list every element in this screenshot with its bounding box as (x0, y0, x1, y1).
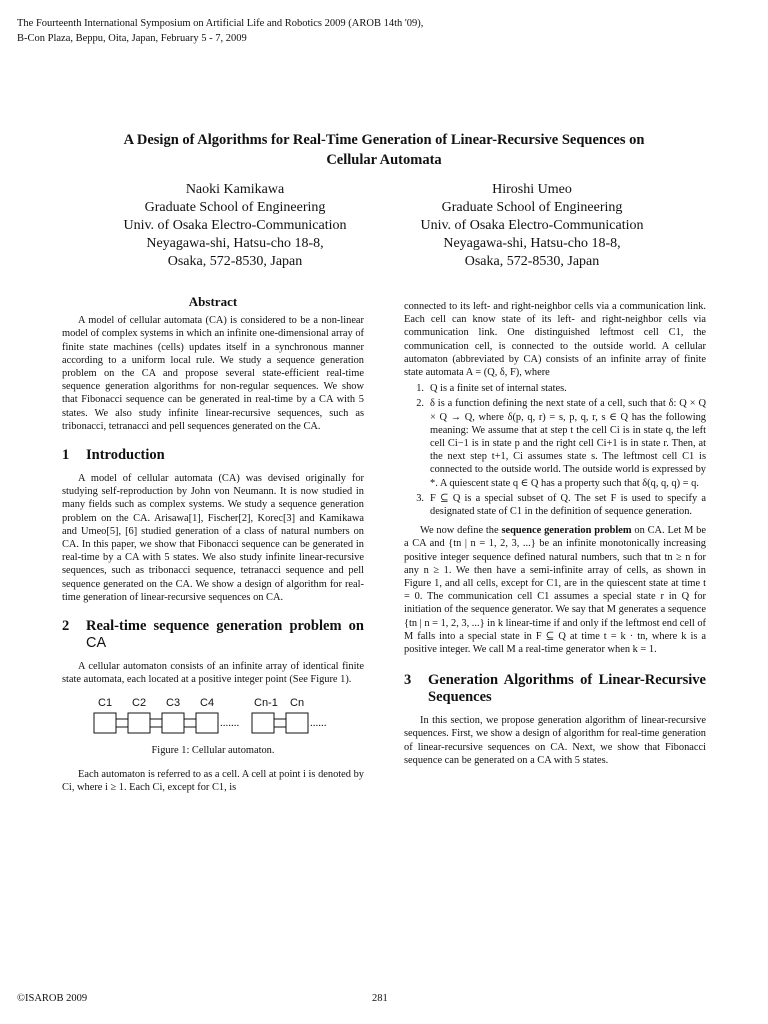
title-line-1: A Design of Algorithms for Real-Time Generation of Linear-Recursive Sequences on (123, 132, 645, 148)
cell-label: C1 (98, 697, 113, 710)
paper-title (0, 130, 768, 170)
cell-label: C2 (132, 697, 147, 710)
section-2-text-continued: Each automaton is referred to as a cell. A cell at point i is denoted by Ci, where i ≥ 1. Each Ci, except for C1, is (62, 768, 364, 793)
copyright: ©ISAROB 2009 (17, 993, 88, 1004)
figure-caption: Figure 1: Cellular automaton. (151, 745, 275, 757)
section-number: 1 (62, 447, 70, 464)
section-number: 3 (404, 672, 412, 689)
cell-box (196, 713, 218, 733)
author-name: Hiroshi Umeo (492, 182, 572, 197)
figure-1 (62, 694, 364, 757)
cell-label: C4 (200, 697, 215, 710)
cell-box (286, 713, 308, 733)
list-item-text: Q is a finite set of internal states. (430, 383, 567, 395)
cell-label: C3 (166, 697, 181, 710)
author-dept: Graduate School of Engineering (441, 200, 623, 215)
continuation-text: connected to its left- and right-neighbor cells via a communication link. Each cell can know state of its left- and right-neighbor cells via communication link. One distinguished leftmost cell C1, the communication cell, is connected to the outside world. A cellular automaton (abbreviated by CA) consists of an infinite array of finite state automata A = (Q, δ, F), where (404, 301, 706, 379)
section-title-tail: CA (86, 635, 107, 652)
ellipsis-dots: ....... (220, 717, 240, 730)
section-number: 2 (62, 618, 70, 635)
section-3-heading (404, 672, 706, 706)
author-block-1 (85, 181, 385, 271)
list-item-text: δ is a function defining the next state of a cell, such that δ: Q × Q × Q → Q, where δ(p, q, r) = s, p, q, r, s ∈ Q has the following meaning: We assume that at step t the cell Ci is in state q, the left cell Ci−1 is in state p and the right cell Ci+1 is in state r. Then, at the next step t+1, Ci assumes state s. The leftmost cell C1 is connected to the outside world. The outside world is expressed by *. A quiescent state q ∈ Q has a property such that δ(q, q, q) = q. (430, 398, 706, 489)
cell-box (252, 713, 274, 733)
section-title: Introduction (86, 447, 165, 464)
author-univ: Univ. of Osaka Electro-Communication (420, 218, 644, 233)
abstract-heading: Abstract (188, 294, 238, 309)
section-3-text: In this section, we propose generation algorithm of linear-recursive sequences. First, we show a design of algorithm for real-time generation of linear-recursive sequences on CA. Next, we show that Fibonacci sequence can be generated on a CA with 5 states. (404, 715, 706, 766)
author-address: Neyagawa-shi, Hatsu-cho 18-8, (146, 236, 324, 251)
list-item: 1. Q is a finite set of internal states. (404, 382, 706, 395)
cellular-automaton-diagram (62, 694, 364, 738)
author-address: Osaka, 572-8530, Japan (167, 254, 303, 269)
list-item: 3. F ⊆ Q is a special subset of Q. The set F is used to specify a designated state of C1 in the definition of sequence generation. (416, 492, 706, 518)
para-text: We now define the (420, 525, 499, 537)
left-column (62, 295, 364, 794)
cell-label: Cn (290, 697, 305, 710)
cell-box (128, 713, 150, 733)
definition-paragraph (404, 524, 706, 656)
cell-box (94, 713, 116, 733)
author-univ: Univ. of Osaka Electro-Communication (123, 218, 347, 233)
header-line-2: B-Con Plaza, Beppu, Oita, Japan, February 5 - 7, 2009 (17, 33, 247, 44)
page-number: 281 (372, 993, 388, 1004)
header-line-1: The Fourteenth International Symposium on Artificial Life and Robotics 2009 (AROB 14th '09), (17, 18, 424, 29)
ellipsis-dots: ...... (310, 717, 327, 730)
section-title: Generation Algorithms of Linear-Recursive Sequences (428, 672, 706, 706)
section-title (86, 618, 364, 652)
list-item-text: F ⊆ Q is a special subset of Q. The set F is used to specify a designated state of C1 in the definition of sequence generation. (430, 492, 706, 518)
abstract-text: A model of cellular automata (CA) is considered to be a non-linear model of complex systems in which an infinite one-dimensional array of finite state machines (cells) updates itself in a synchronous manner according to a uniform local rule. We study a sequence generation problem on the CA and propose several state-efficient real-time sequence generation algorithms for non-regular sequences. We show that Fibonacci sequence can be generated in real-time by a CA with 5 states. We also study infinite linear-recursive sequences, such as tribonacci, tetranacci and pell sequences generated on the CA. (62, 315, 364, 432)
bold-term: sequence generation problem (501, 525, 632, 537)
section-1-heading (62, 447, 364, 464)
definition-list (404, 382, 706, 518)
author-block-2 (382, 181, 682, 271)
para-text: on CA. Let M be a CA and {tn | n = 1, 2, 3, ...} be an infinite monotonically increasing positive integer sequence defined natural numbers, such that tn ≥ n for any n ≥ 1. We then have a semi-infinite array of cells, as shown in Figure 1, and all cells, except for C1, are in the quiescent state at time t = 0. The communication cell C1 assumes a special state r in Q for initiation of the sequence generator. We say that M generates a sequence {tn | n = 1, 2, 3, ...} in k linear-time if and only if the leftmost end cell of M falls into a special state in F ⊆ Q at time t = k · tn, where k is a positive integer. We call M a real-time generator when k = 1. (404, 525, 706, 656)
author-name: Naoki Kamikawa (185, 182, 285, 197)
cell-box (162, 713, 184, 733)
list-item: 2. δ is a function defining the next state of a cell, such that δ: Q × Q × Q → Q, where δ(p, q, r) = s, p, q, r, s ∈ Q has the following meaning: We assume that at step t the cell Ci is in state q, the left cell Ci−1 is in state p and the right cell Ci+1 is in state r. Then, at the next step t+1, Ci assumes state s. The leftmost cell C1 is connected to the outside world. The outside world is expressed by *. A quiescent state q ∈ Q has a property such that δ(q, q, q) = q. (416, 398, 706, 489)
author-address: Neyagawa-shi, Hatsu-cho 18-8, (443, 236, 621, 251)
section-title-main: Real-time sequence generation problem on (86, 618, 364, 635)
cell-label: Cn-1 (254, 697, 278, 710)
section-1-text: A model of cellular automata (CA) was devised originally for studying self-reproduction by John von Neumann. It is now studied in many fields such as complex systems. We study a sequence generation problem on the CA. Arisawa[1], Fischer[2], Korec[3] and Kamikawa and Umeo[5], [6] studied generation of a class of natural numbers on CA. In this paper, we show that Fibonacci sequence can be generated in real-time by a CA with 5 states. We also study infinite linear-recursive sequences, such as tribonacci sequence, tetranacci sequence and pell sequence generated on the CA. We show a design of algorithm for real-time generation of linear-recursive sequences on CA. (62, 473, 364, 603)
title-line-2: Cellular Automata (326, 152, 442, 168)
conference-header (17, 16, 617, 46)
section-2-text: A cellular automaton consists of an infinite array of identical finite state automata, each located at a positive integer point (See Figure 1). (62, 661, 364, 686)
author-address: Osaka, 572-8530, Japan (464, 254, 600, 269)
section-2-heading (62, 618, 364, 652)
author-dept: Graduate School of Engineering (144, 200, 326, 215)
right-column (404, 300, 706, 767)
